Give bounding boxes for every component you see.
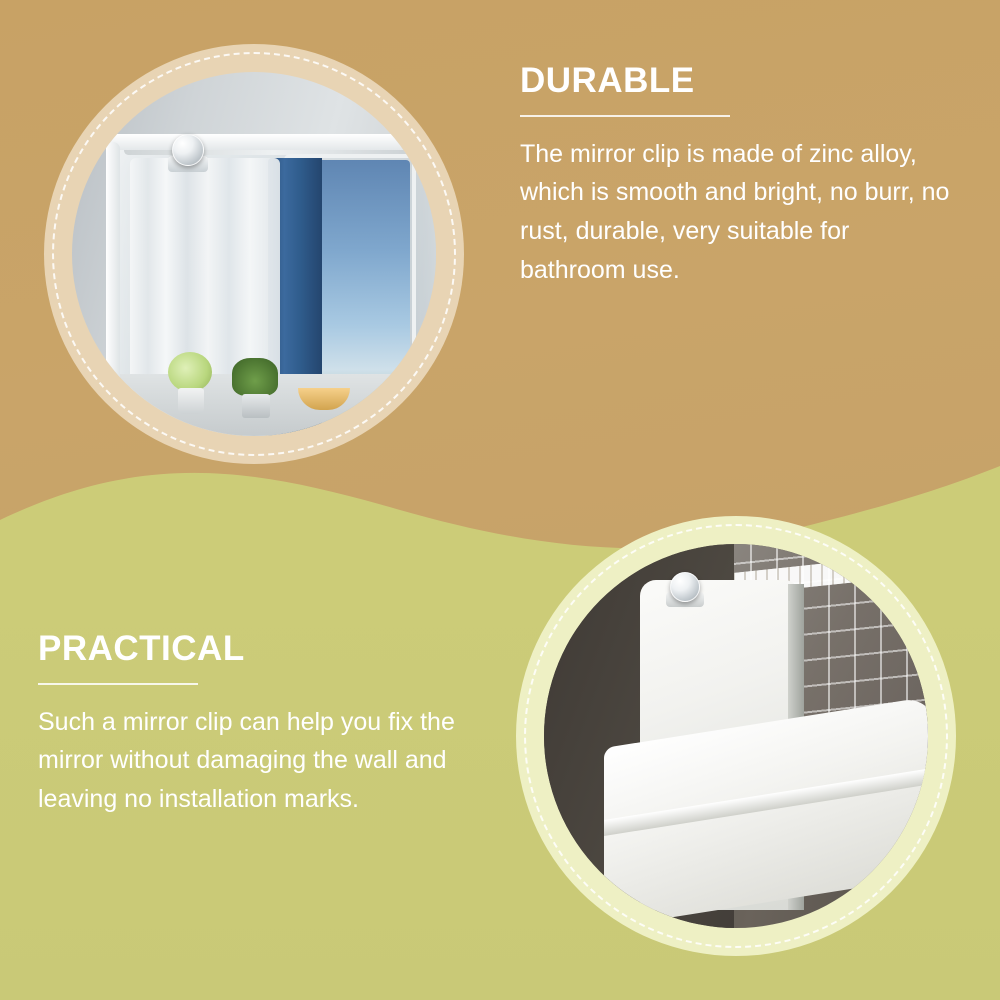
product-photo-durable <box>72 72 436 436</box>
mirror-clip-knob <box>172 134 204 166</box>
green-plant-pot <box>242 394 270 418</box>
green-plant <box>232 358 278 396</box>
bathroom-mirror-scene <box>544 544 928 928</box>
mirror-frame-left <box>106 142 120 436</box>
mirror-clip-knob <box>670 572 700 602</box>
mirror-frame-top <box>108 134 436 150</box>
heading-rule-durable <box>520 115 730 117</box>
flower-plant <box>168 352 212 392</box>
bedroom-mirror-scene <box>72 72 436 436</box>
heading-rule-practical <box>38 683 198 685</box>
flower-pot <box>178 388 204 414</box>
heading-practical: PRACTICAL <box>38 629 245 668</box>
body-text-durable: The mirror clip is made of zinc alloy, which is smooth and bright, no burr, no rust, durable, very suitable for bathroom use. <box>520 139 950 284</box>
product-photo-practical <box>544 544 928 928</box>
feature-block-durable <box>520 62 950 290</box>
body-text-practical: Such a mirror clip can help you fix the mirror without damaging the wall and leaving no installation marks. <box>38 707 455 813</box>
feature-block-practical <box>38 630 458 819</box>
heading-durable: DURABLE <box>520 61 695 100</box>
